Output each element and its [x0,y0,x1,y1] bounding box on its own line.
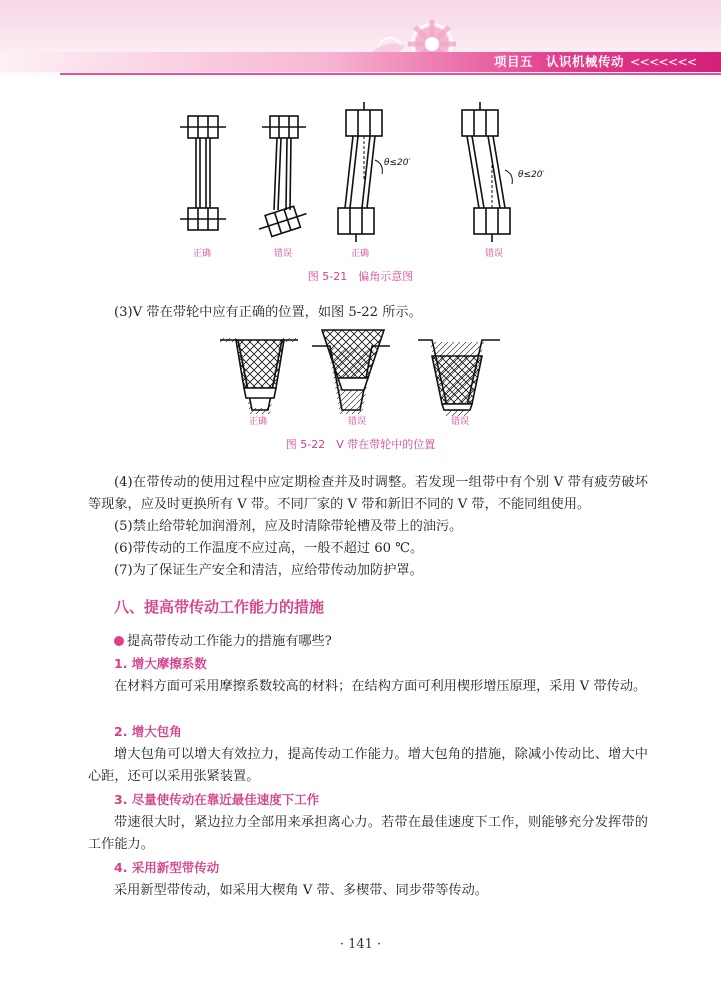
figure-5-22 [218,326,504,426]
figure-5-21-wrong-2 [462,102,512,242]
chapter-title: 项目五 认识机械传动 <<<<<<< [494,54,697,69]
figure-5-21-correct-1 [180,116,226,230]
item-4-title: 4. 采用新型带传动 [114,860,220,875]
figure-5-22-label: 错误 [451,417,470,427]
figure-5-22-correct [220,338,298,414]
item-2-body: 增大包角可以增大有效拉力，提高传动工作能力。增大包角的措施，除减小传动比、增大中心距，还可以采用张紧装置。 [88,747,648,784]
figure-5-21 [170,100,560,260]
item-4-body: 采用新型带传动，如采用大楔角 V 带、多楔带、同步带等传动。 [114,883,488,898]
paragraph-5: (5)禁止给带轮加润滑剂，应及时清除带轮槽及带上的油污。 [114,519,463,534]
item-1-body: 在材料方面可采用摩擦系数较高的材料；在结构方面可利用楔形增压原理，采用 V 带传动。 [114,679,647,694]
figure-5-21-label: 正确 [351,249,370,259]
figure-5-21-correct-2 [338,102,382,242]
section-title: 八、提高带传动工作能力的措施 [114,598,325,616]
item-3-title: 3. 尽量使传动在靠近最佳速度下工作 [114,792,320,807]
figure-5-21-wrong-1 [256,116,310,240]
item-1-title: 1. 增大摩擦系数 [114,656,207,671]
paragraph-4: (4)在带传动的使用过程中应定期检查并及时调整。若发现一组带中有个别 V 带有疲劳破坏等现象，应及时更换所有 V 带。不同厂家的 V 带和新旧不同的 V 带，不能同组使用。 [88,475,648,512]
paragraph-6: (6)带传动的工作温度不应过高，一般不超过 60 ℃。 [114,541,424,556]
figure-5-21-label: 正确 [193,249,212,259]
figure-5-22-caption: 图 5-22 V 带在带轮中的位置 [285,438,436,451]
figure-5-21-angle-label: θ≤20′ [518,170,545,180]
chevron-decoration: <<<<<<< [630,54,697,69]
page-number: · 141 · [339,937,382,952]
item-2-title: 2. 增大包角 [114,724,182,739]
figure-5-22-wrong-2 [418,340,500,416]
header-divider [60,73,721,75]
figure-5-22-label: 正确 [249,417,268,427]
paragraph-3: (3)V 带在带轮中应有正确的位置，如图 5-22 所示。 [114,305,422,320]
paragraph-7: (7)为了保证生产安全和清洁，应给带传动加防护罩。 [114,563,423,578]
figure-5-22-label: 错误 [348,417,367,427]
bullet-icon [114,636,124,646]
figure-5-21-angle-label: θ≤20′ [384,158,411,168]
figure-5-21-label: 错误 [485,249,504,259]
section-question: 提高带传动工作能力的措施有哪些? [114,630,332,649]
figure-5-21-label: 错误 [274,249,293,259]
figure-5-22-wrong-1 [312,330,390,414]
item-3-body: 带速很大时，紧边拉力全部用来承担离心力。若带在最佳速度下工作，则能够充分发挥带的工作能力。 [88,815,648,852]
figure-5-21-caption: 图 5-21 偏角示意图 [307,270,414,283]
